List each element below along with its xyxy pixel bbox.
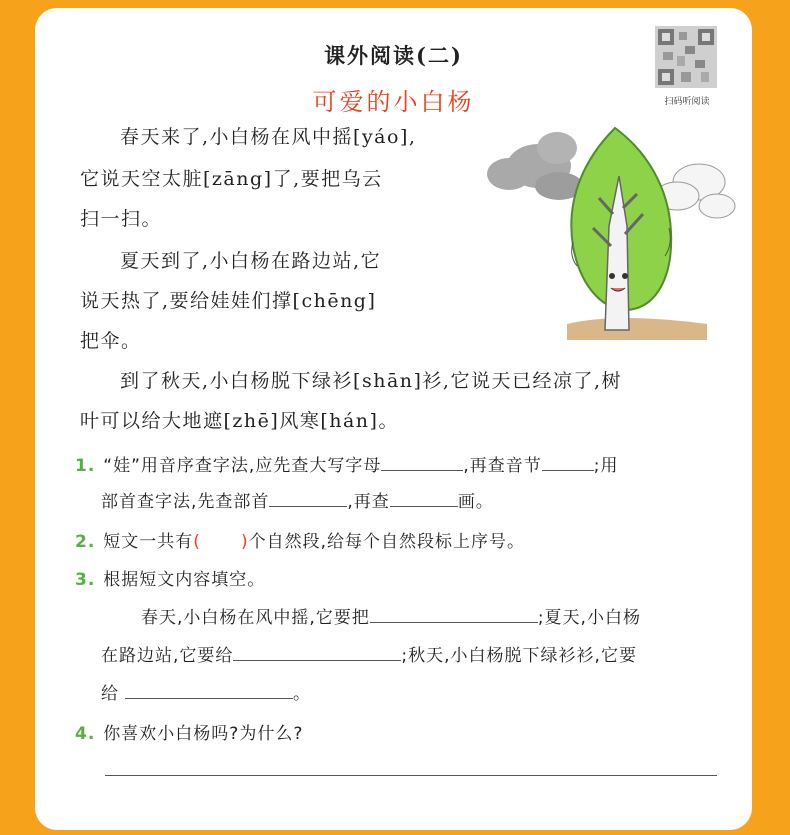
question-text: 春天,小白杨在风中摇,它要把 <box>141 608 370 628</box>
question-text: 个自然段,给每个自然段标上序号。 <box>248 532 525 552</box>
question-3-line <box>101 676 311 712</box>
answer-blank[interactable] <box>370 602 538 623</box>
question-1-cont <box>101 484 494 520</box>
passage-line: 夏天到了,小白杨在路边站,它 <box>120 250 382 272</box>
passage-line: 它说天空太脏[zāng]了,要把乌云 <box>80 168 383 190</box>
question-number: 1. <box>75 456 96 476</box>
question-number: 4. <box>75 724 96 744</box>
question-text: 你喜欢小白杨吗?为什么? <box>103 724 304 744</box>
paren-right: ) <box>240 532 249 552</box>
question-text: 部首查字法,先查部首 <box>101 492 270 512</box>
answer-blank[interactable] <box>390 486 458 507</box>
question-number: 3. <box>75 570 96 590</box>
question-text: 画。 <box>457 492 494 512</box>
question-text: 给 <box>101 684 119 704</box>
answer-blank[interactable] <box>381 450 463 471</box>
qr-code-icon[interactable] <box>655 26 717 88</box>
passage-line: 把伞。 <box>80 330 142 352</box>
passage-line: 说天热了,要给娃娃们撑[chēng] <box>80 290 377 312</box>
passage-line: 到了秋天,小白杨脱下绿衫[shān]衫,它说天已经凉了,树 <box>120 370 622 392</box>
poplar-tree-illustration <box>477 116 747 346</box>
question-4 <box>75 716 303 752</box>
question-3-line <box>141 600 641 636</box>
question-number: 2. <box>75 532 96 552</box>
passage-line: 扫一扫。 <box>80 208 163 230</box>
paren-left: ( <box>193 532 201 552</box>
answer-blank[interactable] <box>125 678 293 699</box>
worksheet-page <box>35 8 752 830</box>
answer-blank[interactable] <box>542 450 594 471</box>
question-text: 短文一共有 <box>103 532 194 552</box>
question-text: ;夏天,小白杨 <box>537 608 641 628</box>
question-2 <box>75 524 525 560</box>
question-text: ;用 <box>593 456 619 476</box>
question-text: 。 <box>293 684 311 704</box>
question-3-line <box>101 638 637 674</box>
passage-line: 春天来了,小白杨在风中摇[yáo], <box>120 126 417 148</box>
question-text: 根据短文内容填空。 <box>103 570 266 590</box>
question-3 <box>75 562 265 598</box>
question-1 <box>75 448 618 484</box>
page-title: 课外阅读(二) <box>324 43 463 68</box>
question-text: “娃”用音序查字法,应先查大写字母 <box>103 456 382 476</box>
question-text: ,再查 <box>347 492 390 512</box>
qr-caption: 扫码听阅读 <box>664 97 710 107</box>
answer-line[interactable] <box>105 775 717 776</box>
question-text: 在路边站,它要给 <box>101 646 234 666</box>
story-title: 可爱的小白杨 <box>312 88 475 116</box>
passage-line: 叶可以给大地遮[zhē]风寒[hán]。 <box>80 410 399 432</box>
question-text: ,再查音节 <box>463 456 542 476</box>
question-text: ;秋天,小白杨脱下绿衫衫,它要 <box>401 646 637 666</box>
answer-blank[interactable] <box>269 486 347 507</box>
answer-blank[interactable] <box>233 640 401 661</box>
